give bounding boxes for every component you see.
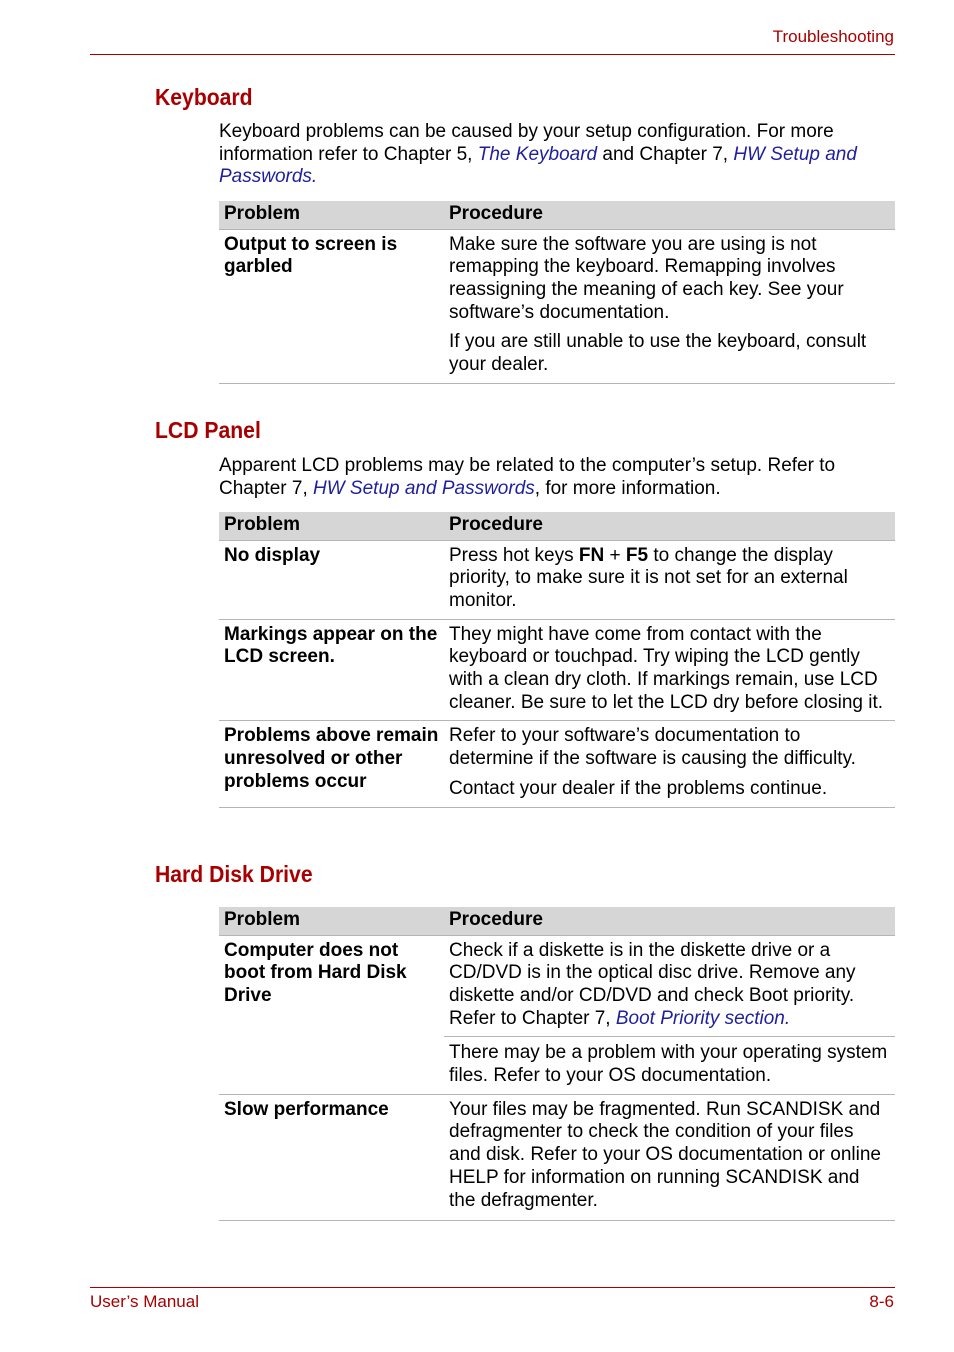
intro-text: .: [311, 166, 318, 188]
procedure-text: Press hot keys: [449, 544, 579, 566]
procedure-cell: [444, 540, 895, 619]
procedure-text: Contact your dealer if the problems continue.: [449, 777, 828, 799]
header-rule: [90, 54, 895, 55]
procedure-subcell: [444, 936, 895, 1037]
table-header-row: [219, 907, 895, 935]
intro-text: Apparent LCD problems may be related to the computer’s setup. Refer to Chapter 7,: [219, 455, 836, 499]
procedure-cell: [444, 229, 895, 383]
procedure-text: Your files may be fragmented. Run SCANDISK and defragmenter to check the condition of your files and disk. Refer to your OS documentation or online HELP for information on running SCANDISK and the defragmenter.: [449, 1098, 881, 1211]
keyboard-table: [219, 201, 895, 384]
hotkey-f5: F5: [625, 544, 649, 566]
procedure-text: Make sure the software you are using is not remapping the keyboard. Remapping involves reassigning the meaning of each key. See your software’s documentation.: [449, 233, 844, 323]
procedure-cell: [444, 721, 895, 807]
problem-cell: Output to screen is garbled: [219, 229, 444, 383]
section-title-lcd-panel: LCD Panel: [155, 417, 261, 443]
link-boot-priority[interactable]: Boot Priority: [615, 1007, 720, 1029]
keyboard-intro: [219, 121, 895, 189]
link-hw-setup-and-passwords[interactable]: HW Setup and Passwords: [219, 143, 857, 188]
section-title-hard-disk-drive: Hard Disk Drive: [155, 861, 313, 887]
procedure-text: +: [604, 544, 626, 566]
column-header-problem: Problem: [219, 201, 444, 229]
procedure-text: They might have come from contact with the keyboard or touchpad. Try wiping the LCD gently with a clean dry cloth. If markings remain, use LCD cleaner. Be sure to let the LCD dry before closing it.: [449, 623, 884, 713]
problem-cell: Problems above remain unresolved or other problems occur: [219, 721, 444, 807]
column-header-procedure: Procedure: [444, 201, 895, 229]
problem-cell: Slow performance: [219, 1094, 444, 1221]
procedure-text: Refer to your software’s documentation to determine if the software is causing the difficulty.: [449, 725, 856, 770]
table-row: [219, 1094, 895, 1221]
intro-text: and Chapter 7,: [597, 143, 734, 165]
lcd-intro: [219, 455, 895, 500]
hotkey-fn: FN: [578, 544, 605, 566]
procedure-text: to change the display priority, to make sure it is not set for an external monitor.: [449, 544, 848, 611]
procedure-cell: [444, 1094, 895, 1221]
table-header-row: [219, 201, 895, 229]
table-row: [219, 229, 895, 383]
procedure-cell: [444, 935, 895, 1094]
column-header-problem: Problem: [219, 512, 444, 540]
footer-manual-title: User’s Manual: [90, 1292, 199, 1311]
table-row: [219, 721, 895, 807]
link-hw-setup-and-passwords[interactable]: HW Setup and Passwords: [313, 477, 535, 499]
lcd-table: [219, 512, 895, 808]
section-title-keyboard: Keyboard: [155, 84, 253, 110]
intro-text: Keyboard problems can be caused by your setup configuration. For more information refer to Chapter 5,: [219, 121, 834, 165]
column-header-procedure: Procedure: [444, 512, 895, 540]
procedure-text: section.: [719, 1007, 791, 1029]
intro-text: , for more information.: [534, 477, 721, 499]
table-row: [219, 619, 895, 721]
footer-page-number: 8-6: [869, 1292, 894, 1311]
table-row: [219, 935, 895, 1094]
table-header-row: [219, 512, 895, 540]
column-header-problem: Problem: [219, 907, 444, 935]
footer-rule: [90, 1287, 895, 1288]
procedure-text: If you are still unable to use the keyboard, consult your dealer.: [449, 331, 867, 376]
problem-cell: No display: [219, 540, 444, 619]
link-the-keyboard[interactable]: The Keyboard: [477, 143, 598, 165]
hdd-table: [219, 907, 895, 1221]
procedure-subcell: There may be a problem with your operating system files. Refer to your OS documentation.: [444, 1036, 895, 1093]
column-header-procedure: Procedure: [444, 907, 895, 935]
problem-cell: Markings appear on the LCD screen.: [219, 619, 444, 721]
procedure-text: Check if a diskette is in the diskette drive or a CD/DVD is in the optical disc drive. Remove any diskette and/or CD/DVD and check Boot priority. Refer to Chapter 7,: [449, 939, 856, 1029]
procedure-cell: [444, 619, 895, 721]
table-row: [219, 540, 895, 619]
problem-cell: Computer does not boot from Hard Disk Drive: [219, 935, 444, 1094]
header-title: Troubleshooting: [772, 27, 894, 46]
